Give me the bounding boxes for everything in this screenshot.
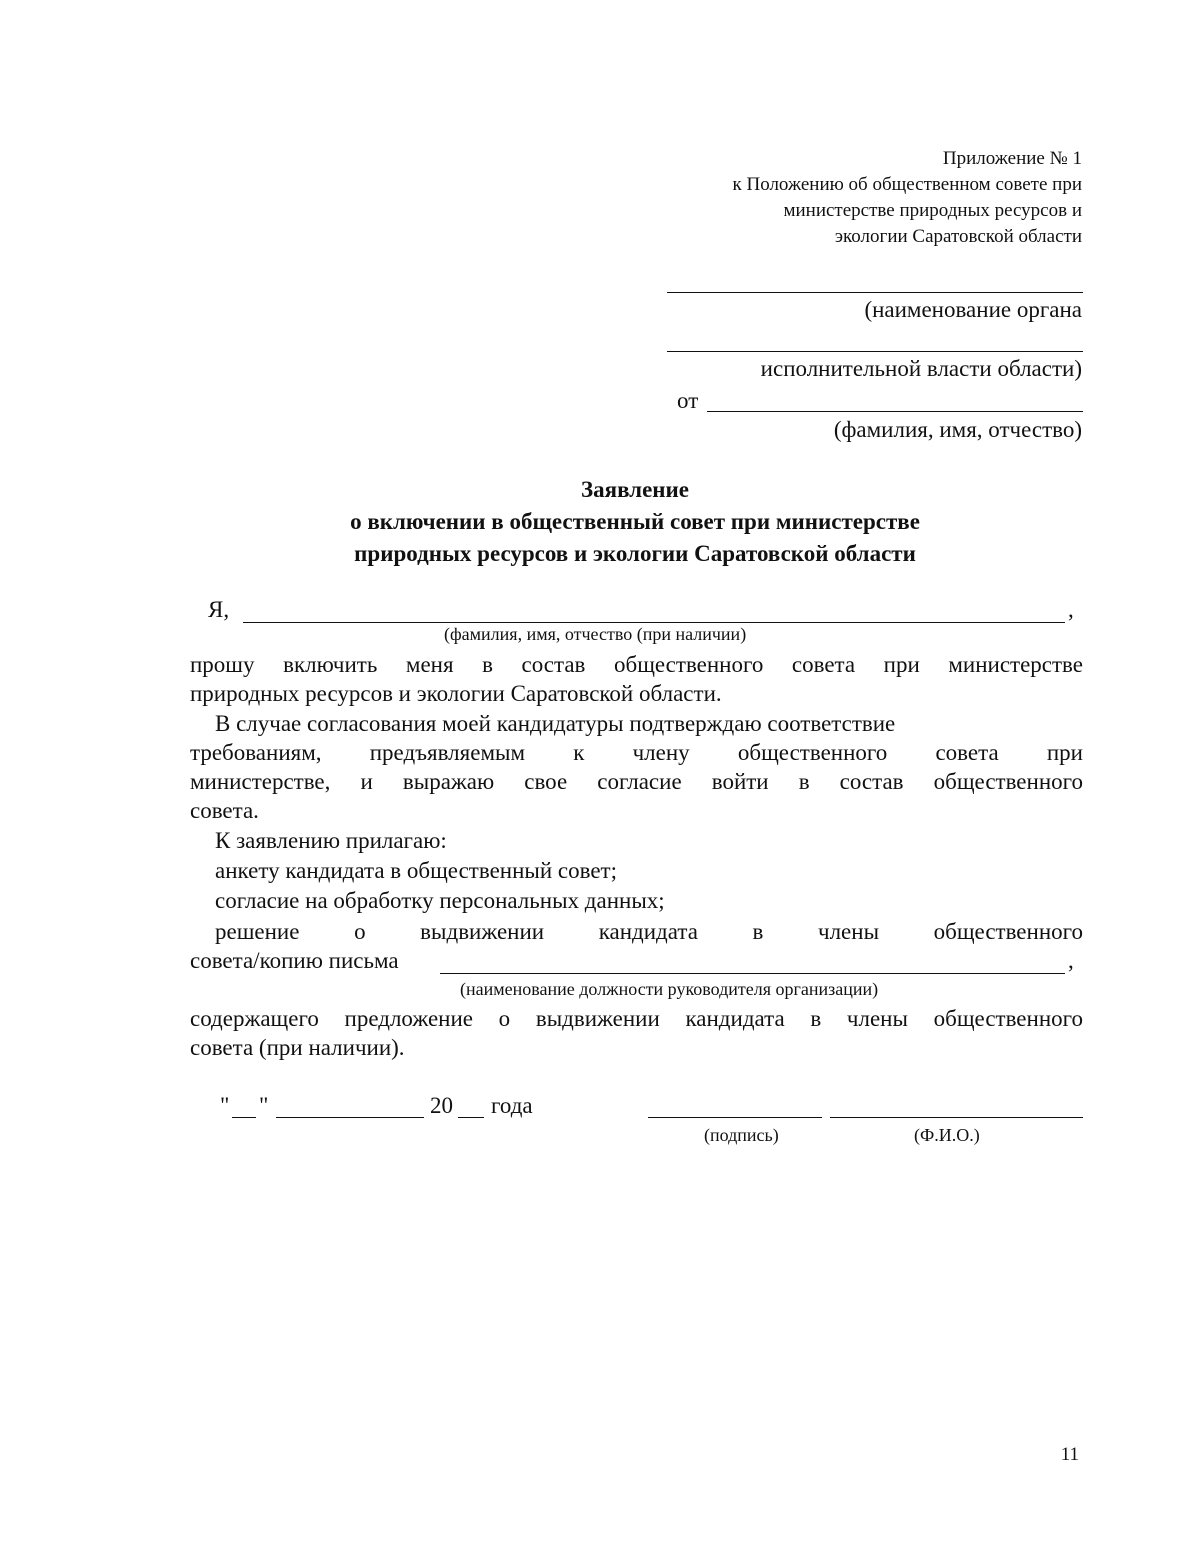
- year-prefix: 20: [430, 1093, 453, 1118]
- position-caption: (наименование должности руководителя организации): [460, 979, 879, 999]
- title-line-2: о включении в общественный совет при министерстве: [350, 509, 920, 534]
- position-blank-line: [440, 973, 1065, 974]
- attachment-item-3-prefix: совета/копию письма: [190, 948, 399, 973]
- month-blank-line: [276, 1117, 424, 1118]
- i-prefix: Я,: [208, 597, 230, 622]
- paragraph-1-line-2: природных ресурсов и экологии Саратовской области.: [190, 681, 722, 706]
- from-label: (фамилия, имя, отчество): [833, 417, 1082, 442]
- appendix-line-2: к Положению об общественном совете при: [732, 174, 1082, 195]
- attachment-item-3-line-1: решение о выдвижении кандидата в члены общественного: [215, 919, 1083, 944]
- date-quote-close: ": [259, 1093, 269, 1118]
- paragraph-1-line-1: прошу включить меня в состав общественного совета при министерстве: [190, 652, 1083, 677]
- appendix-block: [662, 146, 1082, 250]
- signature-blank-line: [648, 1117, 822, 1118]
- from-prefix: от: [677, 388, 699, 413]
- from-blank-line: [707, 411, 1083, 412]
- paragraph-3-line-1: содержащего предложение о выдвижении кандидата в члены общественного: [190, 1006, 1083, 1031]
- signer-fio-label: (Ф.И.О.): [914, 1125, 980, 1145]
- paragraph-3-line-2: совета (при наличии).: [190, 1035, 405, 1060]
- paragraph-2-line-4: совета.: [190, 798, 259, 823]
- date-quote-open: ": [220, 1093, 230, 1118]
- applicant-fio-blank-line: [243, 622, 1065, 623]
- fio-caption: (фамилия, имя, отчество (при наличии): [444, 624, 747, 644]
- position-comma: ,: [1068, 948, 1074, 973]
- org-name-blank-line-2: [667, 351, 1083, 352]
- page-number: 11: [1060, 1444, 1079, 1465]
- paragraph-2-line-3: министерстве, и выражаю свое согласие войти в состав общественного: [190, 769, 1083, 794]
- attachment-item-2: согласие на обработку персональных данных;: [215, 888, 665, 913]
- attachments-intro: К заявлению прилагаю:: [215, 828, 447, 853]
- day-blank-line: [232, 1117, 256, 1118]
- appendix-line-1: Приложение № 1: [942, 148, 1082, 169]
- signer-fio-blank-line: [830, 1117, 1083, 1118]
- org-label-1: (наименование органа: [864, 297, 1082, 322]
- org-label-2: исполнительной власти области): [760, 356, 1082, 381]
- attachment-item-1: анкету кандидата в общественный совет;: [215, 858, 617, 883]
- appendix-line-4: экологии Саратовской области: [834, 226, 1082, 247]
- title-line-1: Заявление: [580, 477, 690, 502]
- org-name-blank-line: [667, 292, 1083, 293]
- paragraph-2-line-2: требованиям, предъявляемым к члену общественного совета при: [190, 740, 1083, 765]
- appendix-line-3: министерстве природных ресурсов и: [783, 200, 1082, 221]
- year-blank-line: [458, 1117, 484, 1118]
- year-suffix: года: [491, 1093, 533, 1118]
- fio-comma: ,: [1068, 597, 1074, 622]
- document-title: [0, 474, 1200, 570]
- title-line-3: природных ресурсов и экологии Саратовской области: [354, 541, 916, 566]
- signature-label: (подпись): [704, 1125, 779, 1145]
- paragraph-2-line-1: В случае согласования моей кандидатуры подтверждаю соответствие: [215, 711, 896, 736]
